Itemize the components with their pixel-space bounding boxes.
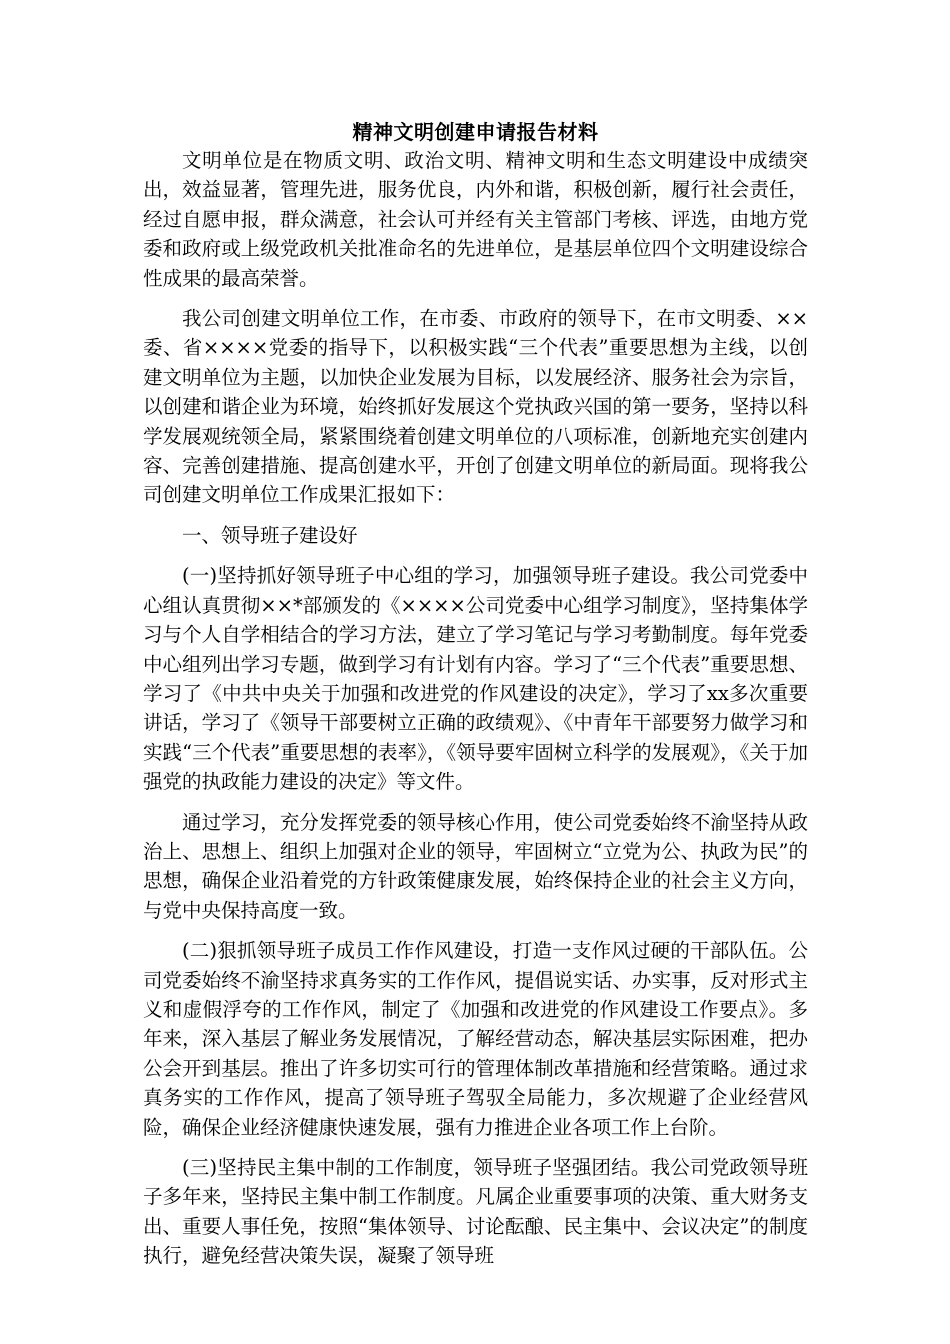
section-heading-1: 一、领导班子建设好 [182,523,358,547]
section1-paragraph-4: (三)坚持民主集中制的工作制度，领导班子坚强团结。我公司党政领导班子多年来，坚持民主集中制工作制度。凡属企业重要事项的决策、重大财务支出、重要人事任免，按照“集体领导、讨论酝酿、民主集中、会议决定”的制度执行，避免经营决策失误，凝聚了领导班 [143,1156,808,1268]
section1-paragraph-2: 通过学习，充分发挥党委的领导核心作用，使公司党委始终不渝坚持从政治上、思想上、组织上加强对企业的领导，牢固树立“立党为公、执政为民”的思想，确保企业沿着党的方针政策健康发展，始终保持企业的社会主义方向，与党中央保持高度一致。 [143,810,808,922]
document-title: 精神文明创建申请报告材料 [352,120,599,144]
intro-paragraph-2: 我公司创建文明单位工作，在市委、市政府的领导下，在市文明委、××委、省××××党委的指导下，以积极实践“三个代表”重要思想为主线，以创建文明单位为主题，以加快企业发展为目标，以发展经济、服务社会为宗旨，以创建和谐企业为环境，始终抓好发展这个党执政兴国的第一要务，坚持以科学发展观统领全局，紧紧围绕着创建文明单位的八项标准，创新地充实创建内容、完善创建措施、提高创建水平，开创了创建文明单位的新局面。现将我公司创建文明单位工作成果汇报如下： [143,307,808,507]
intro-paragraph-1: 文明单位是在物质文明、政治文明、精神文明和生态文明建设中成绩突出，效益显著，管理先进，服务优良，内外和谐，积极创新，履行社会责任，经过自愿申报，群众满意，社会认可并经有关主管部门考核、评选，由地方党委和政府或上级党政机关批准命名的先进单位，是基层单位四个文明建设综合性成果的最高荣誉。 [143,149,808,290]
section1-paragraph-3: (二)狠抓领导班子成员工作作风建设，打造一支作风过硬的干部队伍。公司党委始终不渝坚持求真务实的工作作风，提倡说实话、办实事，反对形式主义和虚假浮夸的工作作风，制定了《加强和改进党的作风建设工作要点》。多年来，深入基层了解业务发展情况，了解经营动态，解决基层实际困难，把办公会开到基层。推出了许多切实可行的管理体制改革措施和经营策略。通过求真务实的工作作风，提高了领导班子驾驭全局能力，多次规避了企业经营风险，确保企业经济健康快速发展，强有力推进企业各项工作上台阶。 [143,939,808,1139]
section1-paragraph-1: (一)坚持抓好领导班子中心组的学习，加强领导班子建设。我公司党委中心组认真贯彻××*部颁发的《××××公司党委中心组学习制度》，坚持集体学习与个人自学相结合的学习方法，建立了学习笔记与学习考勤制度。每年党委中心组列出学习专题，做到学习有计划有内容。学习了“三个代表”重要思想、学习了《中共中央关于加强和改进党的作风建设的决定》，学习了xx多次重要讲话，学习了《领导干部要树立正确的政绩观》、《中青年干部要努力做学习和实践“三个代表”重要思想的表率》，《领导要牢固树立科学的发展观》，《关于加强党的执政能力建设的决定》等文件。 [143,564,808,794]
document-page [143,118,808,1282]
